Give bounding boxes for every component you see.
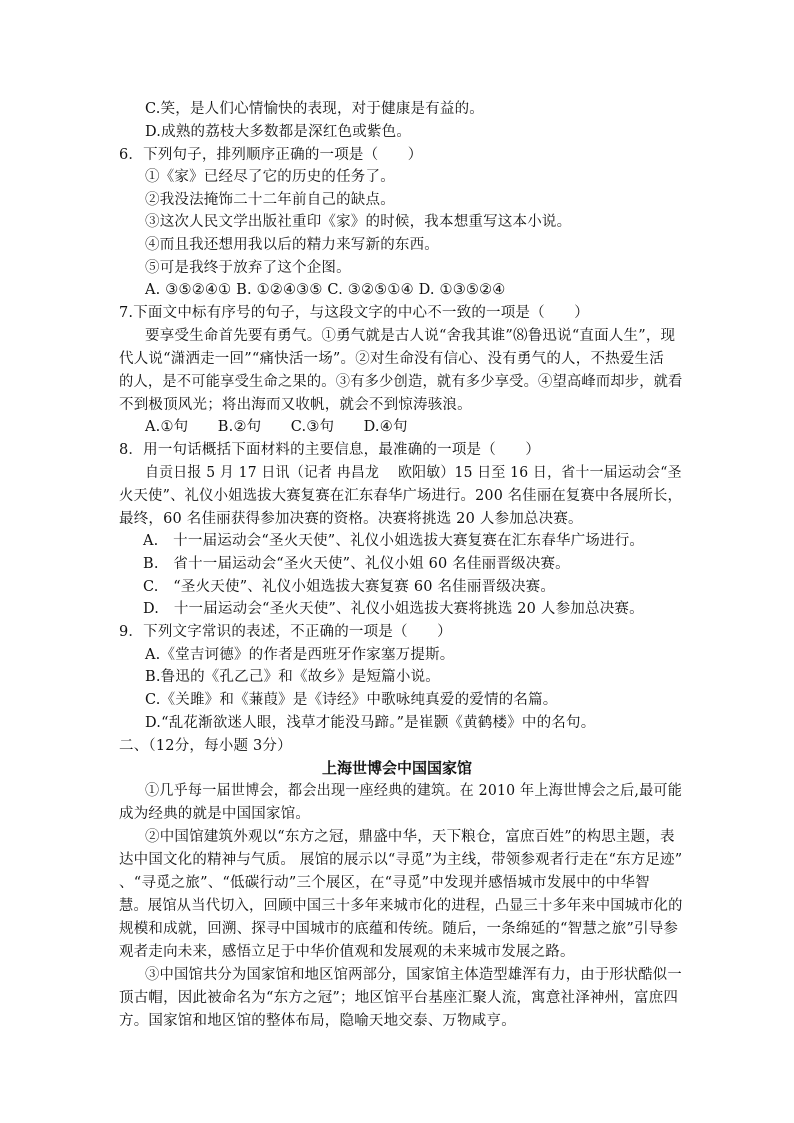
q7-passage-line-4: 不到极顶风光；将出海而又收帆，就会不到惊涛骇浪。 (119, 397, 472, 413)
section-2-heading: 二、（12分，每小题 3分） (119, 738, 292, 754)
q5-option-c: C.笑，是人们心情愉快的表现，对于健康是有益的。 (145, 101, 484, 117)
q8-passage-line-1: 自贡日报 5 月 17 日讯（记者 冉昌龙 欧阳敏）15 日至 16 日，省十一届运动会“圣 (145, 465, 682, 481)
q9-option-d: D.“乱花渐欲迷人眼，浅草才能没马蹄。”是崔颢《黄鹤楼》中的名句。 (145, 715, 596, 731)
article-para-2-line-6: 观者走向未来，感悟立足于中华价值观和发展观的未来城市发展之路。 (119, 944, 575, 960)
q7-passage-line-1: 要享受生命首先要有勇气。①勇气就是古人说“舍我其谁”⑻鲁迅说“直面人生”，现 (145, 328, 676, 344)
q8-stem: 8．用一句话概括下面材料的主要信息，最准确的一项是（ ） (119, 442, 541, 458)
q8-passage-line-2: 火天使”、礼仪小姐选拔大赛复赛在汇东春华广场进行。200 名佳丽在复赛中各展所长， (119, 488, 683, 504)
article-para-2-line-2: 达中国文化的精神与气质。 展馆的展示以“寻觅”为主线，带领参观者行走在“东方足迹” (119, 852, 683, 868)
q6-sentence-4: ④而且我还想用我以后的精力来写新的东西。 (145, 237, 439, 253)
q6-sentence-2: ②我没法掩饰二十二年前自己的缺点。 (145, 192, 395, 208)
q7-stem: 7.下面文中标有序号的句子，与这段文字的中心不一致的一项是（ ） (119, 305, 589, 321)
q6-sentence-1: ①《家》已经尽了它的历史的任务了。 (145, 169, 395, 185)
article-para-3-line-1: ③中国馆共分为国家馆和地区馆两部分，国家馆主体造型雄浑有力，由于形状酷似一 (145, 967, 682, 983)
q8-passage-line-3: 最终，60 名佳丽获得参加决赛的资格。决赛将挑选 20 人参加总决赛。 (119, 511, 583, 527)
q7-passage-line-2: 代人说“潇洒走一回”“痛快活一场”。②对生命没有信心、没有勇气的人，不热爱生活 (119, 351, 664, 367)
q6-stem: 6．下列句子，排列顺序正确的一项是（ ） (119, 147, 423, 163)
q9-stem: 9．下列文字常识的表述，不正确的一项是（ ） (119, 624, 452, 640)
article-para-2-line-1: ②中国馆建筑外观以“东方之冠，鼎盛中华，天下粮仓，富庶百姓”的构思主题，表 (145, 829, 675, 845)
q9-option-b: B.鲁迅的《孔乙己》和《故乡》是短篇小说。 (145, 669, 440, 685)
q6-options: A. ③⑤②④① B. ①②④③⑤ C. ③②⑤①④ D. ①③⑤②④ (145, 282, 506, 298)
article-para-3-line-3: 方。国家馆和地区馆的整体布局，隐喻天地交泰、万物咸亨。 (119, 1013, 516, 1029)
q8-option-c: C. “圣火天使”、礼仪小姐选拔大赛复赛 60 名佳丽晋级决赛。 (143, 579, 556, 595)
article-para-1-line-2: 成为经典的就是中国国家馆。 (119, 806, 311, 822)
q8-option-d: D. 十一届运动会“圣火天使”、礼仪小姐选拔大赛将挑选 20 人参加总决赛。 (143, 601, 644, 617)
q5-option-d: D.成熟的荔枝大多数都是深红色或紫色。 (145, 124, 412, 140)
q8-option-a: A. 十一届运动会“圣火天使”、礼仪小姐选拔大赛复赛在汇东春华广场进行。 (143, 533, 645, 549)
article-para-2-line-5: 规模和成就，回溯、探寻中国城市的底蕴和传统。随后，一条绵延的“智慧之旅”引导参 (119, 921, 679, 937)
q9-option-a: A.《堂吉诃德》的作者是西班牙作家塞万提斯。 (145, 647, 455, 663)
article-para-2-line-4: 慧。展馆从当代切入，回顾中国三十多年来城市化的进程，凸显三十多年来中国城市化的 (119, 898, 683, 914)
article-title: 上海世博会中国国家馆 (321, 759, 472, 777)
q7-passage-line-3: 的人，是不可能享受生命之果的。③有多少创造，就有多少享受。④望高峰而却步，就看 (119, 374, 683, 390)
article-para-1-line-1: ①几乎每一届世博会，都会出现一座经典的建筑。在 2010 年上海世博会之后,最可能 (145, 783, 683, 799)
article-para-3-line-2: 顶古帽，因此被命名为“东方之冠”；地区馆平台基座汇聚人流，寓意社泽神州，富庶四 (119, 990, 679, 1006)
article-para-2-line-3: 、“寻觅之旅”、“低碳行动”三个展区，在“寻觅”中发现并感悟城市发展中的中华智 (119, 875, 650, 891)
q6-sentence-5: ⑤可是我终于放弃了这个企图。 (145, 260, 351, 276)
q7-options: A.①句 B.②句 C.③句 D.④句 (145, 419, 408, 435)
q8-option-b: B. 省十一届运动会“圣火天使”、礼仪小姐 60 名佳丽晋级决赛。 (143, 556, 570, 572)
q9-option-c: C.《关雎》和《蒹葭》是《诗经》中歌咏纯真爱的爱情的名篇。 (145, 692, 558, 708)
q6-sentence-3: ③这次人民文学出版社重印《家》的时候，我本想重写这本小说。 (145, 214, 572, 230)
